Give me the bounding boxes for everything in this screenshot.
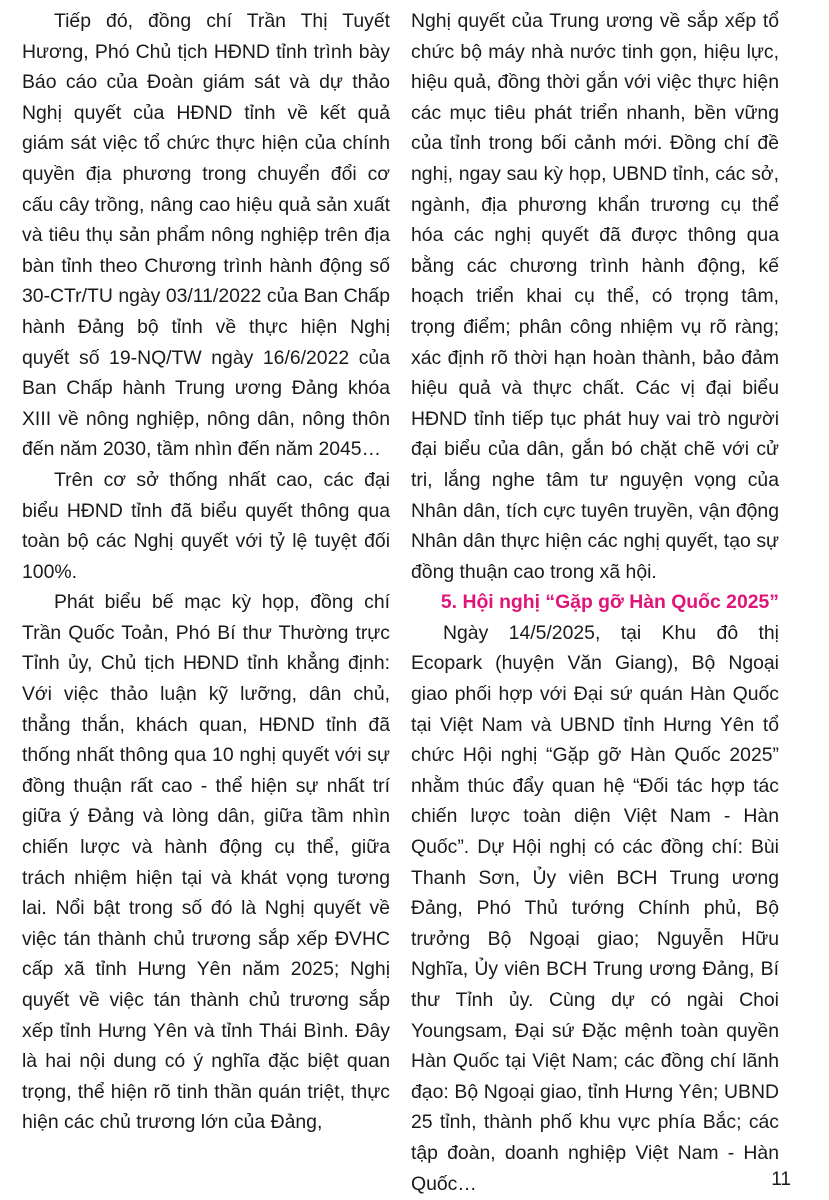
- paragraph-vote-result: Trên cơ sở thống nhất cao, các đại biểu HĐND tỉnh đã biểu quyết thông qua toàn bộ các Nghị quyết với tỷ lệ tuyệt đối 100%.: [22, 468, 390, 583]
- paragraph-closing-speech-continued: Nghị quyết của Trung ương về sắp xếp tổ chức bộ máy nhà nước tinh gọn, hiệu lực, hiệu quả, đồng thời gắn với việc thực hiện các mục tiêu phát triển nhanh, bền vững của tỉnh trong bối cảnh mới. Đồng chí đề nghị, ngay sau kỳ họp, UBND tỉnh, các sở, ngành, địa phương khẩn trương cụ thể hóa các nghị quyết đã được thông qua bằng các chương trình hành động, kế hoạch triển khai cụ thể, có trọng tâm, trọng điểm; phân công nhiệm vụ rõ ràng; xác định rõ thời hạn hoàn thành, bảo đảm hiệu quả và thực chất. Các vị đại biểu HĐND tỉnh tiếp tục phát huy vai trò người đại biểu của dân, gắn bó chặt chẽ với cử tri, lắng nghe tâm tư nguyện vọng của Nhân dân, tích cực tuyên truyền, vận động Nhân dân thực hiện các nghị quyết, tạo sự đồng thuận cao trong xã hội.: [411, 10, 779, 583]
- section-heading-korea-meeting: 5. Hội nghị “Gặp gỡ Hàn Quốc 2025”: [440, 591, 779, 614]
- left-column: [22, 6, 390, 1138]
- paragraph-supervision-report: Tiếp đó, đồng chí Trần Thị Tuyết Hương, Phó Chủ tịch HĐND tỉnh trình bày Báo cáo của Đoàn giám sát và dự thảo Nghị quyết của HĐND tỉnh về kết quả giám sát việc tổ chức thực hiện của chính quyền địa phương trong chuyển đổi cơ cấu cây trồng, nâng cao hiệu quả sản xuất và tiêu thụ sản phẩm nông nghiệp trên địa bàn tỉnh theo Chương trình hành động số 30-CTr/TU ngày 03/11/2022 của Ban Chấp hành Đảng bộ tỉnh về thực hiện Nghị quyết số 19-NQ/TW ngày 16/6/2022 của Ban Chấp hành Trung ương Đảng khóa XIII về nông nghiệp, nông dân, nông thôn đến năm 2030, tầm nhìn đến năm 2045…: [22, 10, 390, 461]
- page-number: 11: [771, 1169, 791, 1190]
- paragraph-closing-speech: Phát biểu bế mạc kỳ họp, đồng chí Trần Quốc Toản, Phó Bí thư Thường trực Tỉnh ủy, Chủ tịch HĐND tỉnh khẳng định: Với việc thảo luận kỹ lưỡng, dân chủ, thẳng thắn, khách quan, HĐND tỉnh đã thống nhất thông qua 10 nghị quyết với sự đồng thuận rất cao - thể hiện sự nhất trí giữa ý Đảng và lòng dân, giữa tầm nhìn chiến lược và hành động cụ thể, giữa trách nhiệm hiện tại và khát vọng tương lai. Nổi bật trong số đó là Nghị quyết về việc tán thành chủ trương sắp xếp ĐVHC cấp xã tỉnh Hưng Yên năm 2025; Nghị quyết về việc tán thành chủ trương sắp xếp tỉnh Hưng Yên và tỉnh Thái Bình. Đây là hai nội dung có ý nghĩa đặc biệt quan trọng, thể hiện rõ tinh thần quán triệt, thực hiện các chủ trương lớn của Đảng,: [22, 591, 390, 1134]
- paragraph-korea-meeting: Ngày 14/5/2025, tại Khu đô thị Ecopark (huyện Văn Giang), Bộ Ngoại giao phối hợp với Đại sứ quán Hàn Quốc tại Việt Nam và UBND tỉnh Hưng Yên tổ chức Hội nghị “Gặp gỡ Hàn Quốc 2025” nhằm thúc đẩy quan hệ “Đối tác hợp tác chiến lược toàn diện Việt Nam - Hàn Quốc”. Dự Hội nghị có các đồng chí: Bùi Thanh Sơn, Ủy viên BCH Trung ương Đảng, Phó Thủ tướng Chính phủ, Bộ trưởng Bộ Ngoại giao; Nguyễn Hữu Nghĩa, Ủy viên BCH Trung ương Đảng, Bí thư Tỉnh ủy. Cùng dự có ngài Choi Youngsam, Đại sứ Đặc mệnh toàn quyền Hàn Quốc tại Việt Nam; các đồng chí lãnh đạo: Bộ Ngoại giao, tỉnh Hưng Yên; UBND 25 tỉnh, thành phố khu vực phía Bắc; các tập đoàn, doanh nghiệp Việt Nam - Hàn Quốc…: [411, 621, 779, 1195]
- right-column: [411, 6, 779, 1199]
